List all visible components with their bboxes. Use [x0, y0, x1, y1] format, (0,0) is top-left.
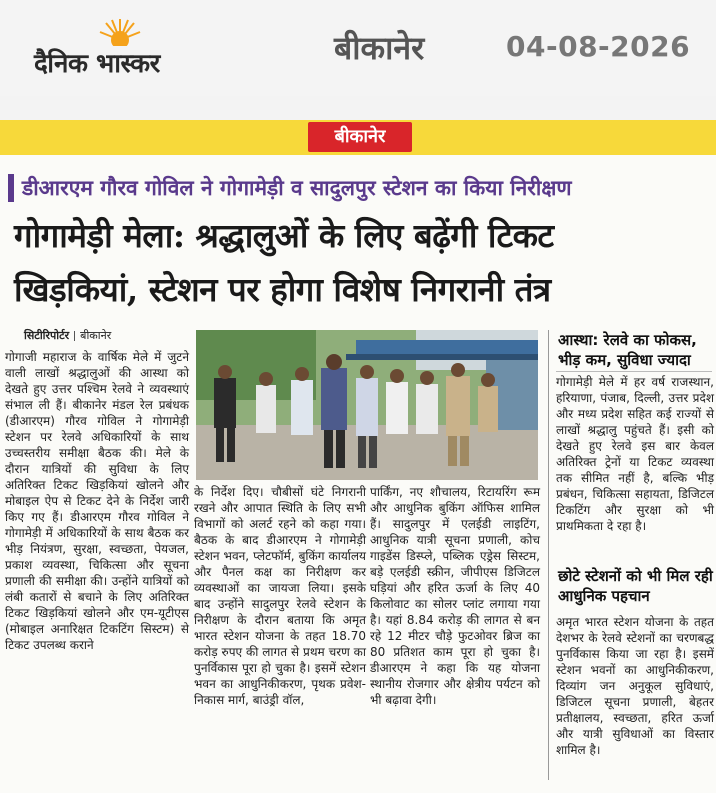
article-column-2: के निर्देश दिए। चौबीसों घंटे निगरानी रखने और आपात स्थिति के लिए सभी विभागों को अलर्ट रहने को कहा गया। बैठक के बाद डीआरएम ने गोगामेड़ी स्टेशन भवन, प्लेटफॉर्म, बुकिंग कार्यालय और पैनल कक्ष का निरीक्षण कर व्यवस्थाओं का जायजा लिया। इसके बाद उन्होंने सादुलपुर रेलवे स्टेशन के निरीक्षण के दौरान बताया कि अमृत भारत स्टेशन योजना के तहत 18.70 करोड़ रुपए की लागत से प्रथम चरण का पुनर्विकास पूरा हो चुका है। इसमें स्टेशन भवन का आधुनिकीकरण, पृथक प्रवेश-निकास मार्ग, बाउंड्री वॉल, — [194, 485, 366, 707]
sidebar-rule — [556, 371, 712, 372]
headline-line-2: खिड़कियां, स्टेशन पर होगा विशेष निगरानी तंत्र — [14, 270, 551, 309]
logo-text: दैनिक भास्कर — [34, 49, 160, 79]
news-clipping — [0, 120, 716, 793]
byline-reporter: सिटीरिपोर्टर — [24, 329, 70, 342]
sidebar-box1-body: गोगामेड़ी मेले में हर वर्ष राजस्थान, हरियाणा, पंजाब, दिल्ली, उत्तर प्रदेश और मध्य प्रदेश सहित कई राज्यों से लाखों श्रद्धालु पहुंचते हैं। इसी को देखते हुए रेलवे इस बार केवल अतिरिक्त ट्रेनों या टिकट व्यवस्था तक सीमित नहीं है, बल्कि भीड़ प्रबंधन, चिकित्सा सहायता, डिजिटल टिकटिंग और सुरक्षा को भी प्राथमिकता दे रहा है। — [556, 375, 714, 533]
dainik-bhaskar-logo[interactable] — [34, 18, 204, 80]
edition-city: बीकानेर — [334, 29, 425, 67]
kicker-bar — [8, 174, 14, 202]
inspection-photo — [196, 330, 538, 480]
headline-line-1: गोगामेड़ी मेला: श्रद्धालुओं के लिए बढ़ेंगी टिकट — [14, 216, 554, 255]
byline — [24, 328, 111, 343]
column-divider — [548, 330, 549, 780]
edition-date: 04-08-2026 — [506, 30, 691, 63]
section-tag: बीकानेर — [308, 122, 412, 152]
sidebar-box2-body: अमृत भारत स्टेशन योजना के तहत देशभर के रेलवे स्टेशनों का चरणबद्ध पुनर्विकास किया जा रहा है। इसमें स्टेशन भवनों का आधुनिकीकरण, दिव्यांग जन अनुकूल सुविधाएं, डिजिटल सूचना प्रणाली, बेहतर प्रतीक्षालय, स्वच्छता, हरित ऊर्जा और यात्री सुविधाओं का विस्तार शामिल है। — [556, 615, 714, 757]
sidebar-box2-title: छोटे स्टेशनों को भी मिल रही आधुनिक पहचान — [558, 567, 713, 605]
sidebar-box1-title: आस्था: रेलवे का फोकस, भीड़ कम, सुविधा ज्यादा — [558, 331, 697, 369]
byline-place: बीकानेर — [80, 329, 112, 342]
kicker-headline: डीआरएम गौरव गोविल ने गोगामेड़ी व सादुलपुर स्टेशन का किया निरीक्षण — [22, 176, 572, 200]
page-header — [0, 0, 716, 96]
sun-logo-icon — [98, 18, 142, 46]
photo-illustration — [196, 330, 538, 480]
article-column-1: गोगाजी महाराज के वार्षिक मेले में जुटने वाली लाखों श्रद्धालुओं की आस्था को देखते हुए उत्तर पश्चिम रेलवे ने व्यवस्थाएं संभाल ली हैं। बीकानेर मंडल रेल प्रबंधक (डीआरएम) गौरव गोविल ने गोगामेड़ी स्टेशन पर रेलवे अधिकारियों के साथ उच्चस्तरीय समीक्षा बैठक की। मेले के दौरान यात्रियों की सुविधा के लिए अतिरिक्त टिकट खिड़कियां खोलने और मोबाइल ऐप से टिकट देने के निर्देश जारी किए गए हैं। डीआरएम गौरव गोविल ने गोगामेड़ी में अधिकारियों के साथ बैठक कर भीड़ नियंत्रण, सुरक्षा, स्वच्छता, पेयजल, प्रकाश व्यवस्था, चिकित्सा और सूचना प्रणाली की समीक्षा की। उन्होंने यात्रियों को लंबी कतारों से बचाने के लिए अतिरिक्त टिकट खिड़कियां खोलने और एम-यूटीएस (मोबाइल अनारिक्षत टिकटिंग सिस्टम) से टिकट उपलब्ध कराने — [5, 350, 189, 652]
byline-separator — [74, 331, 75, 341]
article-column-3: पार्किंग, नए शौचालय, रिटायरिंग रूम और आधुनिक बुकिंग ऑफिस शामिल हैं। सादुलपुर में एलईडी लाइटिंग, आधुनिक यात्री सूचना प्रणाली, कोच गाइडेंस डिस्प्ले, पब्लिक एड्रेस सिस्टम, बड़े एलईडी स्क्रीन, जीपीएस डिजिटल घड़ियां और हरित ऊर्जा के लिए 40 किलोवाट का सोलर प्लांट लगाया गया है। यहां 8.84 करोड़ की लागत से बन रहे 12 मीटर चौड़े फुटओवर ब्रिज का 80 प्रतिशत काम पूरा हो चुका है। डीआरएम ने कहा कि यह योजना स्थानीय रोजगार और क्षेत्रीय पर्यटन को भी बढ़ावा देगी। — [370, 485, 540, 707]
